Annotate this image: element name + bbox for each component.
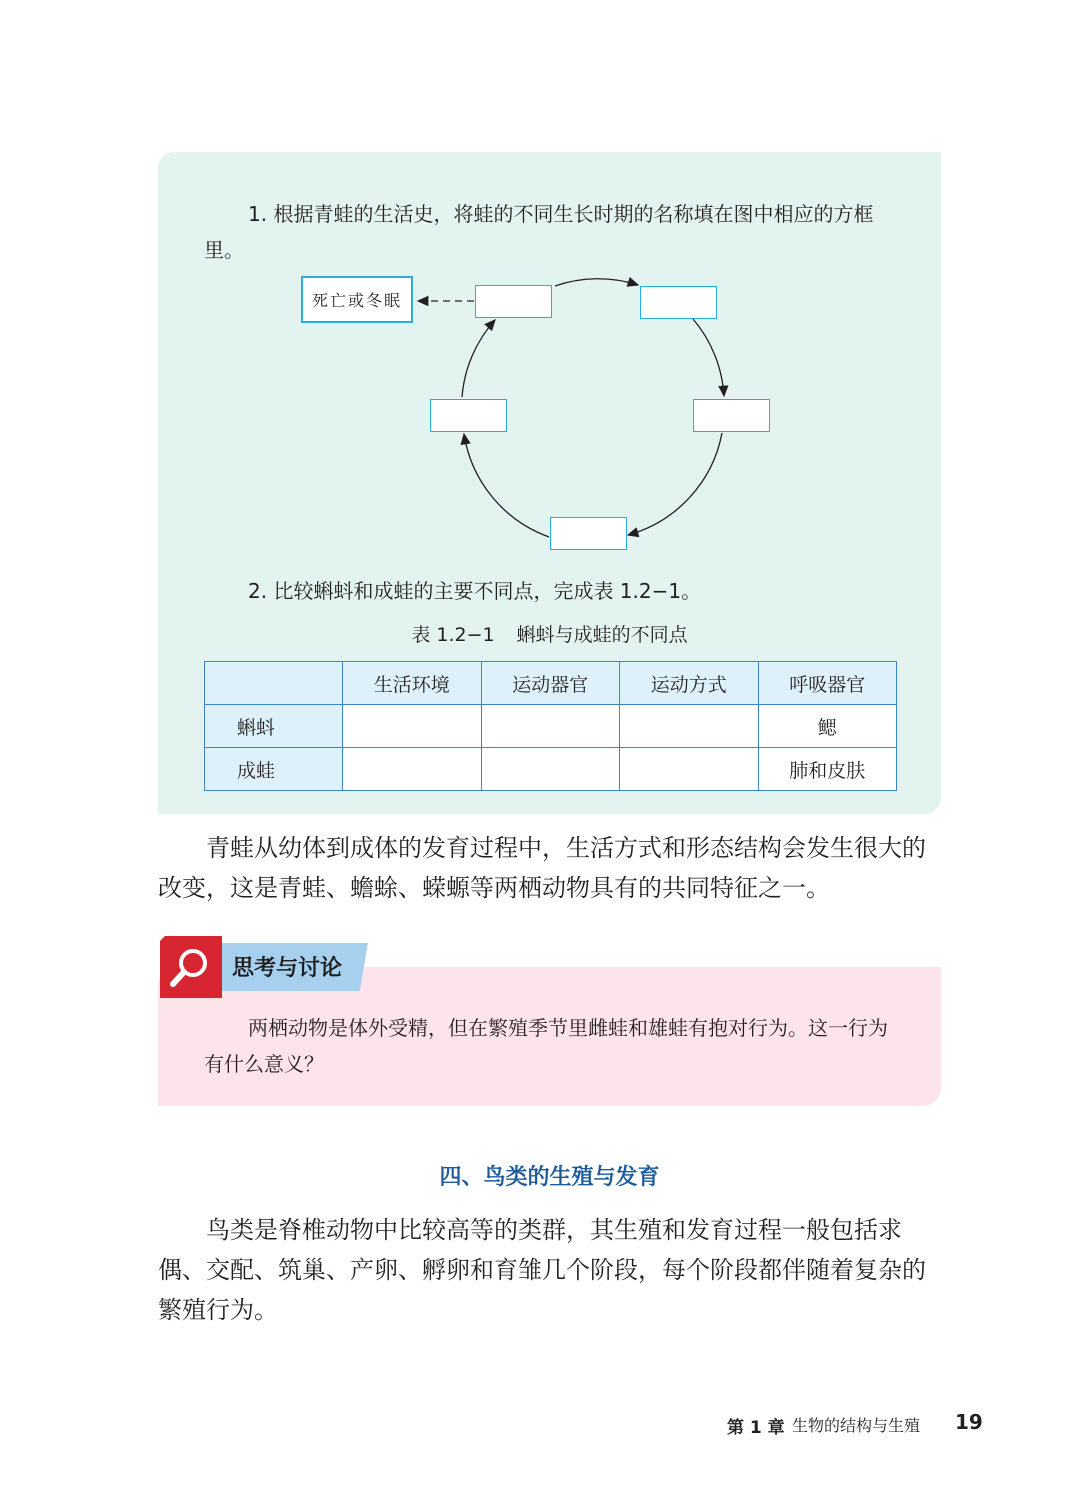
stage-box[interactable]	[550, 517, 627, 550]
cycle-arrow	[693, 319, 724, 396]
stage-box[interactable]	[430, 399, 507, 432]
section-title: 四、鸟类的生殖与发育	[439, 1165, 660, 1190]
table-header-cell: 呼吸器官	[758, 662, 897, 705]
row-label: 成蛙	[205, 748, 343, 791]
table-row	[205, 748, 897, 791]
table-header-cell	[205, 662, 343, 705]
table-row	[205, 705, 897, 748]
table-cell: 鳃	[758, 705, 897, 748]
cycle-arrow	[628, 433, 722, 535]
table-cell: 肺和皮肤	[758, 748, 897, 791]
think-discuss-title: 思考与讨论	[232, 956, 343, 981]
table-header-row	[205, 662, 897, 705]
body-paragraph: 鸟类是脊椎动物中比较高等的类群，其生殖和发育过程一般包括求偶、交配、筑巢、产卵、孵卵和育雏几个阶段，每个阶段都伴随着复杂的繁殖行为。	[158, 1216, 926, 1324]
cycle-arrow	[464, 434, 549, 537]
question-1: 1. 根据青蛙的生活史，将蛙的不同生长时期的名称填在图中相应的方框里。	[204, 202, 874, 262]
death-or-hibernation-box: 死亡或冬眠	[301, 276, 413, 323]
page-number: 19	[955, 1410, 983, 1434]
table-cell[interactable]	[620, 705, 759, 748]
table-cell[interactable]	[481, 705, 620, 748]
table-caption-text: 蝌蚪与成蛙的不同点	[516, 624, 688, 646]
footer-chapter-title: 生物的结构与生殖	[792, 1416, 921, 1435]
table-caption-number: 表 1.2−1	[411, 624, 495, 646]
cycle-arrow	[555, 279, 638, 286]
table-cell[interactable]	[343, 748, 482, 791]
table-header-cell: 运动方式	[620, 662, 759, 705]
row-label: 蝌蚪	[205, 705, 343, 748]
footer-chapter: 第 1 章	[727, 1418, 785, 1438]
stage-box[interactable]	[640, 286, 717, 319]
table-caption	[158, 620, 941, 647]
table-header-cell: 运动器官	[481, 662, 620, 705]
body-paragraph: 青蛙从幼体到成体的发育过程中，生活方式和形态结构会发生很大的改变，这是青蛙、蟾蜍、蝾螈等两栖动物具有的共同特征之一。	[158, 834, 926, 902]
stage-box[interactable]	[693, 399, 770, 432]
table-header-cell: 生活环境	[343, 662, 482, 705]
magnifier-icon	[160, 936, 222, 998]
question-2: 2. 比较蝌蚪和成蛙的主要不同点，完成表 1.2−1。	[248, 579, 702, 603]
comparison-table	[204, 661, 897, 791]
cycle-arrow	[462, 320, 495, 397]
table-cell[interactable]	[620, 748, 759, 791]
stage-box[interactable]	[475, 285, 552, 318]
table-cell[interactable]	[343, 705, 482, 748]
table-cell[interactable]	[481, 748, 620, 791]
think-discuss-text: 两栖动物是体外受精，但在繁殖季节里雌蛙和雄蛙有抱对行为。这一行为有什么意义？	[204, 1016, 888, 1076]
